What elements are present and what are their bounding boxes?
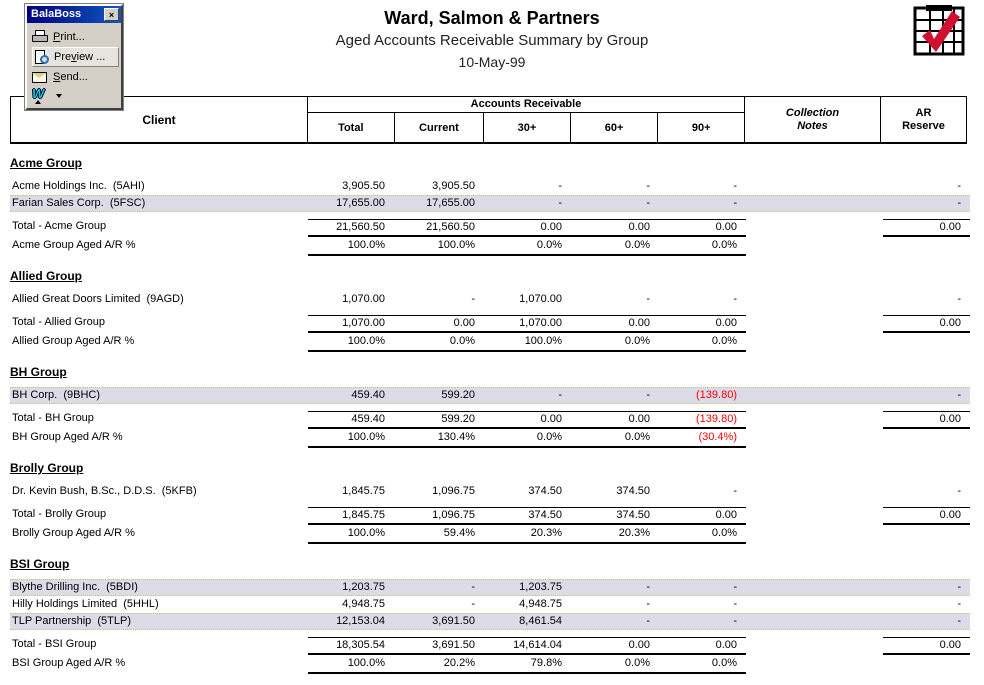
toolbar-menu bbox=[27, 23, 121, 108]
amount-cell: 14,614.04 bbox=[484, 637, 571, 653]
rule-segment bbox=[308, 653, 746, 655]
collection-notes-cell bbox=[746, 614, 883, 629]
amount-cell: - bbox=[646, 598, 650, 610]
collection-notes-cell bbox=[746, 580, 883, 595]
collection-notes-cell bbox=[746, 411, 883, 427]
spacer bbox=[10, 308, 970, 315]
collection-notes-cell bbox=[746, 315, 883, 331]
amount-cell: 20.2% bbox=[443, 657, 475, 669]
collection-notes-cell bbox=[746, 656, 883, 672]
col-header-60plus: 60+ bbox=[570, 113, 658, 142]
amount-cell: - bbox=[558, 197, 562, 209]
ar-reserve-cell bbox=[883, 334, 970, 350]
table-row[interactable] bbox=[10, 387, 970, 404]
group-total-label: Total - Brolly Group bbox=[12, 508, 107, 520]
amount-cell: 17,655.00 bbox=[336, 197, 385, 209]
amount-cell: (139.80) bbox=[696, 389, 737, 401]
amount-cell: 59.4% bbox=[443, 527, 475, 539]
amount-cell: 1,203.75 bbox=[342, 581, 385, 593]
accounts-receivable-label: Accounts Receivable bbox=[308, 97, 744, 113]
amount-cell: 0.00 bbox=[659, 637, 746, 653]
amount-cell: 3,905.50 bbox=[342, 180, 385, 192]
amount-cell: 1,845.75 bbox=[308, 507, 394, 523]
group-total-row bbox=[10, 507, 970, 523]
print-button-label: Print... bbox=[53, 31, 85, 43]
group-section bbox=[10, 269, 970, 353]
percent-underline bbox=[10, 672, 970, 675]
group-section bbox=[10, 365, 970, 449]
send-button-label: Send... bbox=[53, 71, 88, 83]
preview-button[interactable] bbox=[32, 47, 119, 67]
col-header-ar-reserve: AR Reserve bbox=[880, 96, 967, 144]
amount-cell: 12,153.04 bbox=[336, 615, 385, 627]
table-row[interactable] bbox=[10, 483, 970, 500]
client-name: Blythe Drilling Inc. (5BDI) bbox=[12, 581, 138, 593]
collection-notes-cell bbox=[746, 238, 883, 254]
amount-cell: 1,203.75 bbox=[519, 581, 562, 593]
spacer bbox=[10, 500, 970, 507]
table-row[interactable] bbox=[10, 178, 970, 195]
group-heading: Acme Group bbox=[10, 156, 83, 170]
preview-button-label: Preview ... bbox=[54, 51, 106, 63]
group-percent-label: Acme Group Aged A/R % bbox=[12, 239, 136, 251]
total-underline bbox=[10, 427, 970, 430]
caret-up-icon bbox=[35, 100, 41, 104]
amount-cell: 0.00 bbox=[484, 219, 571, 235]
amount-cell: 130.4% bbox=[437, 431, 475, 443]
amount-cell: 0.00 bbox=[571, 637, 659, 653]
amount-cell: 374.50 bbox=[571, 507, 659, 523]
amount-cell: 0.00 bbox=[659, 315, 746, 331]
printer-icon bbox=[32, 30, 48, 44]
preview-icon bbox=[33, 50, 49, 64]
group-percent-row bbox=[10, 526, 970, 542]
rule-segment bbox=[883, 235, 970, 237]
total-underline bbox=[10, 523, 970, 526]
rule-segment bbox=[308, 254, 746, 256]
group-heading: Brolly Group bbox=[10, 461, 84, 475]
amount-cell: - bbox=[558, 389, 562, 401]
amount-cell: 1,070.00 bbox=[308, 315, 394, 331]
amount-cell: 0.0% bbox=[449, 335, 475, 347]
rule-segment bbox=[308, 331, 746, 333]
word-export-button[interactable] bbox=[32, 87, 119, 105]
amount-cell: - bbox=[733, 485, 737, 497]
amount-cell: 1,070.00 bbox=[484, 315, 571, 331]
amount-cell: 100.0% bbox=[347, 239, 385, 251]
amount-cell: 0.0% bbox=[711, 239, 737, 251]
rule-segment bbox=[883, 653, 970, 655]
collection-notes-cell bbox=[746, 388, 883, 403]
amount-cell: - bbox=[733, 581, 737, 593]
group-percent-row bbox=[10, 238, 970, 254]
group-total-label: Total - BSI Group bbox=[12, 638, 97, 650]
rule-segment bbox=[308, 235, 746, 237]
col-header-total: Total bbox=[338, 121, 364, 134]
client-name: TLP Partnership (5TLP) bbox=[12, 615, 132, 627]
table-header bbox=[10, 96, 970, 144]
amount-cell: - bbox=[646, 180, 650, 192]
table-row[interactable] bbox=[10, 613, 970, 630]
percent-underline bbox=[10, 446, 970, 449]
group-section bbox=[10, 461, 970, 545]
rule-segment bbox=[308, 523, 746, 525]
col-group-accounts-receivable bbox=[307, 96, 745, 144]
ar-reserve-cell: - bbox=[957, 485, 961, 497]
toolbar-titlebar[interactable] bbox=[27, 6, 121, 23]
group-percent-label: Brolly Group Aged A/R % bbox=[12, 527, 135, 539]
group-heading: BSI Group bbox=[10, 557, 70, 571]
amount-cell: 0.00 bbox=[659, 219, 746, 235]
group-section bbox=[10, 156, 970, 257]
aging-columns bbox=[308, 113, 744, 142]
amount-cell: 0.0% bbox=[711, 335, 737, 347]
amount-cell: 100.0% bbox=[347, 527, 385, 539]
table-row[interactable] bbox=[10, 596, 970, 613]
spacer bbox=[10, 404, 970, 411]
amount-cell: - bbox=[646, 197, 650, 209]
amount-cell: 1,070.00 bbox=[519, 293, 562, 305]
amount-cell: 0.0% bbox=[624, 431, 650, 443]
amount-cell: 100.0% bbox=[437, 239, 475, 251]
amount-cell: - bbox=[733, 197, 737, 209]
report-date: 10-May-99 bbox=[458, 54, 526, 70]
amount-cell: 1,845.75 bbox=[342, 485, 385, 497]
amount-cell: 0.0% bbox=[711, 657, 737, 669]
group-heading: Allied Group bbox=[10, 269, 82, 283]
amount-cell: 0.00 bbox=[571, 315, 659, 331]
col-header-collection-notes: Collection Notes bbox=[744, 96, 881, 144]
amount-cell: - bbox=[471, 581, 475, 593]
ar-reserve-cell: - bbox=[957, 389, 961, 401]
report-company: Ward, Salmon & Partners bbox=[384, 8, 600, 28]
group-section bbox=[10, 557, 970, 675]
group-percent-row bbox=[10, 334, 970, 350]
group-percent-row bbox=[10, 430, 970, 446]
amount-cell: 18,305.54 bbox=[308, 637, 394, 653]
amount-cell: - bbox=[471, 598, 475, 610]
amount-cell: 0.00 bbox=[571, 411, 659, 427]
amount-cell: 599.20 bbox=[394, 411, 484, 427]
rule-segment bbox=[883, 427, 970, 429]
amount-cell: 0.00 bbox=[659, 507, 746, 523]
amount-cell: 3,691.50 bbox=[394, 637, 484, 653]
table-body bbox=[10, 156, 970, 675]
ar-reserve-cell: - bbox=[957, 615, 961, 627]
rule-segment bbox=[308, 542, 746, 544]
amount-cell: 599.20 bbox=[441, 389, 475, 401]
amount-cell: 0.00 bbox=[394, 315, 484, 331]
amount-cell: - bbox=[471, 293, 475, 305]
amount-cell: 21,560.50 bbox=[394, 219, 484, 235]
ar-reserve-cell: - bbox=[957, 581, 961, 593]
amount-cell: - bbox=[646, 389, 650, 401]
collection-notes-cell bbox=[746, 637, 883, 653]
amount-cell: - bbox=[733, 180, 737, 192]
rule-segment bbox=[308, 427, 746, 429]
collection-notes-cell bbox=[746, 526, 883, 542]
ar-reserve-cell bbox=[883, 656, 970, 672]
client-name: Acme Holdings Inc. (5AHI) bbox=[12, 180, 145, 192]
send-icon bbox=[32, 70, 48, 84]
table-row[interactable] bbox=[10, 579, 970, 596]
group-percent-label: BH Group Aged A/R % bbox=[12, 431, 123, 443]
send-button[interactable] bbox=[32, 67, 119, 87]
report-title: Aged Accounts Receivable Summary by Group bbox=[335, 32, 649, 49]
rule-segment bbox=[308, 350, 746, 352]
ar-reserve-cell: - bbox=[957, 598, 961, 610]
client-name: BH Corp. (9BHC) bbox=[12, 389, 101, 401]
amount-cell: (139.80) bbox=[659, 411, 746, 427]
group-total-label: Total - Allied Group bbox=[12, 316, 105, 328]
table-row[interactable] bbox=[10, 195, 970, 212]
collection-notes-cell bbox=[746, 178, 883, 195]
group-total-row bbox=[10, 411, 970, 427]
amount-cell: 374.50 bbox=[616, 485, 650, 497]
grid-checkmark-icon bbox=[910, 4, 968, 58]
amount-cell: - bbox=[646, 615, 650, 627]
close-icon[interactable]: × bbox=[104, 8, 119, 21]
toolbar-title: BalaBoss bbox=[31, 8, 82, 20]
group-total-row bbox=[10, 637, 970, 653]
amount-cell: - bbox=[646, 293, 650, 305]
ar-reserve-total-cell: 0.00 bbox=[883, 219, 970, 235]
amount-cell: 100.0% bbox=[347, 657, 385, 669]
col-header-client: Client bbox=[10, 96, 308, 144]
amount-cell: 374.50 bbox=[528, 485, 562, 497]
collection-notes-cell bbox=[746, 430, 883, 446]
amount-cell: 374.50 bbox=[484, 507, 571, 523]
group-percent-label: Allied Group Aged A/R % bbox=[12, 335, 135, 347]
client-name: Hilly Holdings Limited (5HHL) bbox=[12, 598, 159, 610]
rule-segment bbox=[308, 446, 746, 448]
collection-notes-cell bbox=[746, 596, 883, 613]
amount-cell: 21,560.50 bbox=[308, 219, 394, 235]
spacer bbox=[10, 212, 970, 219]
collection-notes-cell bbox=[746, 196, 883, 211]
total-underline bbox=[10, 653, 970, 656]
amount-cell: - bbox=[558, 180, 562, 192]
amount-cell: 0.0% bbox=[624, 657, 650, 669]
collection-notes-cell bbox=[746, 291, 883, 308]
col-header-30plus: 30+ bbox=[483, 113, 570, 142]
collection-notes-cell bbox=[746, 334, 883, 350]
ar-reserve-cell bbox=[883, 238, 970, 254]
amount-cell: - bbox=[733, 598, 737, 610]
group-percent-label: BSI Group Aged A/R % bbox=[12, 657, 126, 669]
ar-reserve-cell: - bbox=[957, 197, 961, 209]
amount-cell: 79.8% bbox=[530, 657, 562, 669]
dropdown-arrow-icon[interactable] bbox=[56, 94, 62, 98]
word-glyph: W bbox=[32, 86, 45, 101]
amount-cell: - bbox=[646, 581, 650, 593]
amount-cell: 0.00 bbox=[571, 219, 659, 235]
amount-cell: 1,096.75 bbox=[394, 507, 484, 523]
percent-underline bbox=[10, 350, 970, 353]
amount-cell: 17,655.00 bbox=[426, 197, 475, 209]
amount-cell: - bbox=[733, 293, 737, 305]
amount-cell: 459.40 bbox=[351, 389, 385, 401]
ar-reserve-total-cell: 0.00 bbox=[883, 507, 970, 523]
percent-underline bbox=[10, 254, 970, 257]
group-total-label: Total - BH Group bbox=[12, 412, 94, 424]
amount-cell: 1,070.00 bbox=[342, 293, 385, 305]
client-name: Dr. Kevin Bush, B.Sc., D.D.S. (5KFB) bbox=[12, 485, 197, 497]
amount-cell: (30.4%) bbox=[698, 431, 737, 443]
amount-cell: 0.0% bbox=[624, 335, 650, 347]
ar-reserve-cell bbox=[883, 526, 970, 542]
amount-cell: 4,948.75 bbox=[519, 598, 562, 610]
amount-cell: - bbox=[733, 615, 737, 627]
total-underline bbox=[10, 331, 970, 334]
amount-cell: 459.40 bbox=[308, 411, 394, 427]
collection-notes-cell bbox=[746, 483, 883, 500]
amount-cell: 0.0% bbox=[624, 239, 650, 251]
ar-reserve-total-cell: 0.00 bbox=[883, 411, 970, 427]
ar-reserve-cell: - bbox=[957, 293, 961, 305]
rule-segment bbox=[308, 672, 746, 674]
spacer bbox=[10, 630, 970, 637]
group-total-label: Total - Acme Group bbox=[12, 220, 107, 232]
client-name: Allied Great Doors Limited (9AGD) bbox=[12, 293, 184, 305]
total-underline bbox=[10, 235, 970, 238]
amount-cell: 4,948.75 bbox=[342, 598, 385, 610]
report-header bbox=[0, 0, 984, 72]
amount-cell: 8,461.54 bbox=[519, 615, 562, 627]
amount-cell: 0.0% bbox=[711, 527, 737, 539]
group-total-row bbox=[10, 219, 970, 235]
amount-cell: 20.3% bbox=[618, 527, 650, 539]
ar-reserve-cell: - bbox=[957, 180, 961, 192]
ar-reserve-cell bbox=[883, 430, 970, 446]
amount-cell: 0.00 bbox=[484, 411, 571, 427]
amount-cell: 3,691.50 bbox=[432, 615, 475, 627]
ar-summary-table bbox=[10, 96, 970, 675]
ar-reserve-total-cell: 0.00 bbox=[883, 315, 970, 331]
group-percent-row bbox=[10, 656, 970, 672]
ar-reserve-total-cell: 0.00 bbox=[883, 637, 970, 653]
table-row[interactable] bbox=[10, 291, 970, 308]
amount-cell: 3,905.50 bbox=[432, 180, 475, 192]
amount-cell: 100.0% bbox=[347, 431, 385, 443]
print-button[interactable] bbox=[32, 27, 119, 47]
col-header-current: Current bbox=[394, 113, 484, 142]
amount-cell: 0.0% bbox=[536, 239, 562, 251]
group-heading: BH Group bbox=[10, 365, 67, 379]
group-total-row bbox=[10, 315, 970, 331]
amount-cell: 20.3% bbox=[530, 527, 562, 539]
amount-cell: 100.0% bbox=[524, 335, 562, 347]
col-header-90plus: 90+ bbox=[657, 113, 744, 142]
word-icon bbox=[32, 88, 44, 104]
amount-cell: 0.0% bbox=[536, 431, 562, 443]
percent-underline bbox=[10, 542, 970, 545]
balaboss-toolbar-window bbox=[25, 4, 123, 110]
rule-segment bbox=[883, 523, 970, 525]
rule-segment bbox=[883, 331, 970, 333]
amount-cell: 1,096.75 bbox=[432, 485, 475, 497]
collection-notes-cell bbox=[746, 507, 883, 523]
amount-cell: 100.0% bbox=[347, 335, 385, 347]
client-name: Farian Sales Corp. (5FSC) bbox=[12, 197, 146, 209]
collection-notes-cell bbox=[746, 219, 883, 235]
